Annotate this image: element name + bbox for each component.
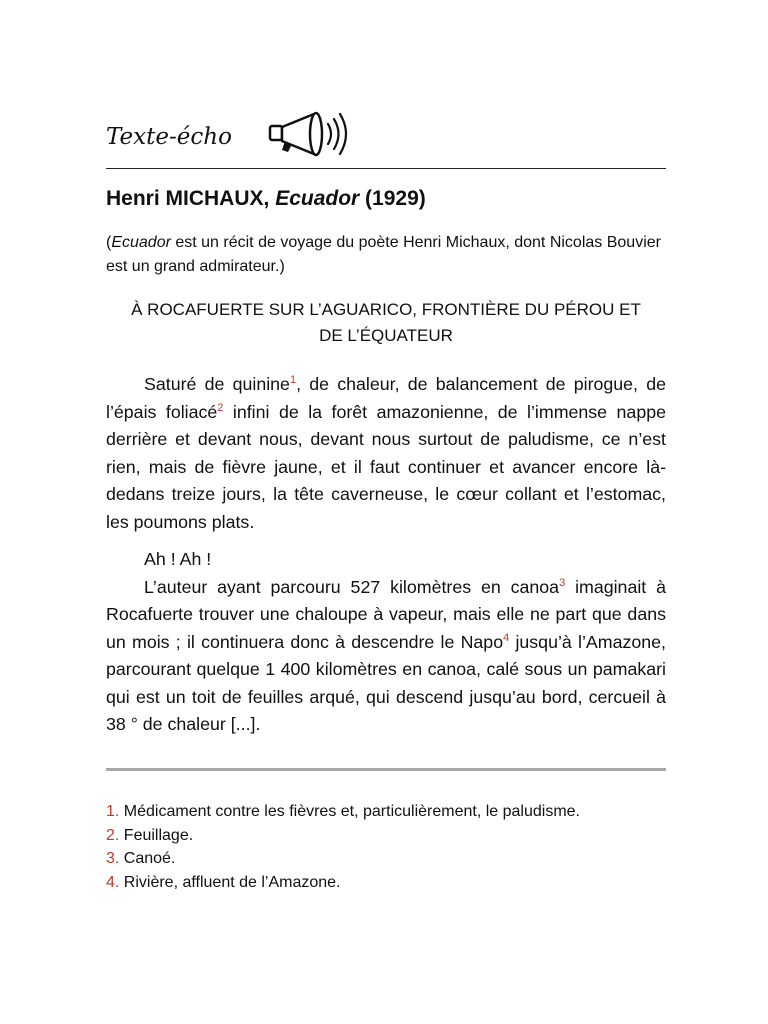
paragraph-2-text-b: imaginait à Rocafuerte trouver une chaloupe à vapeur, mais elle ne part que dans un mois ; il continuera donc à descendre le Napo bbox=[106, 576, 666, 652]
exclamation-line: Ah ! Ah ! bbox=[144, 549, 212, 569]
header-divider bbox=[106, 168, 666, 169]
footnote-item bbox=[106, 824, 676, 848]
footnote-number: 3. bbox=[106, 850, 120, 867]
footnotes bbox=[106, 800, 676, 894]
paragraph-1 bbox=[106, 371, 666, 536]
intro-open-paren: ( bbox=[106, 234, 112, 251]
footnote-number: 4. bbox=[106, 873, 120, 891]
work-author: Henri MICHAUX, bbox=[106, 187, 276, 210]
footnote-number: 2. bbox=[106, 826, 120, 844]
work-year: (1929) bbox=[359, 187, 426, 210]
chapter-heading-line-1: À ROCAFUERTE SUR L’AGUARICO, FRONTIÈRE DU PÉROU ET bbox=[131, 300, 641, 319]
megaphone-icon bbox=[264, 108, 354, 160]
footnote-text: Canoé. bbox=[119, 850, 176, 867]
footnote-item bbox=[106, 847, 676, 871]
paragraph-1-text-b: , de chaleur, de balancement de pirogue, de l’épais foliacé bbox=[106, 374, 666, 422]
work-title-italic: Ecuador bbox=[275, 187, 360, 210]
footnote-text: Rivière, affluent de l’Amazone. bbox=[119, 873, 341, 891]
intro-text: est un récit de voyage du poète Henri Michaux, dont Nicolas Bouvier est un grand admirateur.) bbox=[106, 234, 661, 275]
paragraph-2-text-a: L’auteur ayant parcouru 527 kilomètres en canoa bbox=[144, 576, 560, 597]
footnote-ref-3[interactable]: 3 bbox=[559, 576, 566, 589]
intro-work-title: Ecuador bbox=[111, 234, 171, 251]
footnote-item bbox=[106, 800, 676, 824]
paragraph-2 bbox=[106, 546, 666, 739]
paragraph-1-text-c: infini de la forêt amazonienne, de l’immense nappe derrière et devant nous, devant nous surtout de paludisme, ce n’est rien, mais de fièvre jaune, et il faut continuer et avancer encore là-dedans treize jours, la tête caverneuse, le cœur collant et l’estomac, les poumons plats. bbox=[106, 401, 666, 532]
footnote-number: 1. bbox=[106, 803, 120, 820]
footnote-text: Feuillage. bbox=[119, 826, 194, 844]
footnote-ref-1[interactable]: 1 bbox=[289, 374, 297, 386]
footnote-divider bbox=[106, 768, 666, 771]
paragraph-1-text-a: Saturé de quinine bbox=[144, 374, 290, 394]
paragraph-2-text-c: jusqu’à l’Amazone, parcourant quelque 1 400 kilomètres en canoa, calé sous un pamakari qui est un toit de feuilles arqué, qui descend jusqu’au bord, cercueil à 38 ° de chaleur [...]. bbox=[106, 631, 666, 734]
intro-note bbox=[106, 231, 666, 279]
footnote-text: Médicament contre les fièvres et, particulièrement, le paludisme. bbox=[119, 803, 580, 820]
chapter-heading bbox=[106, 297, 666, 349]
footnote-ref-4[interactable]: 4 bbox=[503, 631, 510, 644]
footnote-ref-2[interactable]: 2 bbox=[217, 401, 224, 414]
footnote-item bbox=[106, 871, 676, 895]
work-title bbox=[106, 187, 426, 211]
section-title: Texte-écho bbox=[106, 124, 232, 150]
section-header bbox=[106, 108, 666, 168]
chapter-heading-line-2: DE L’ÉQUATEUR bbox=[319, 326, 453, 345]
